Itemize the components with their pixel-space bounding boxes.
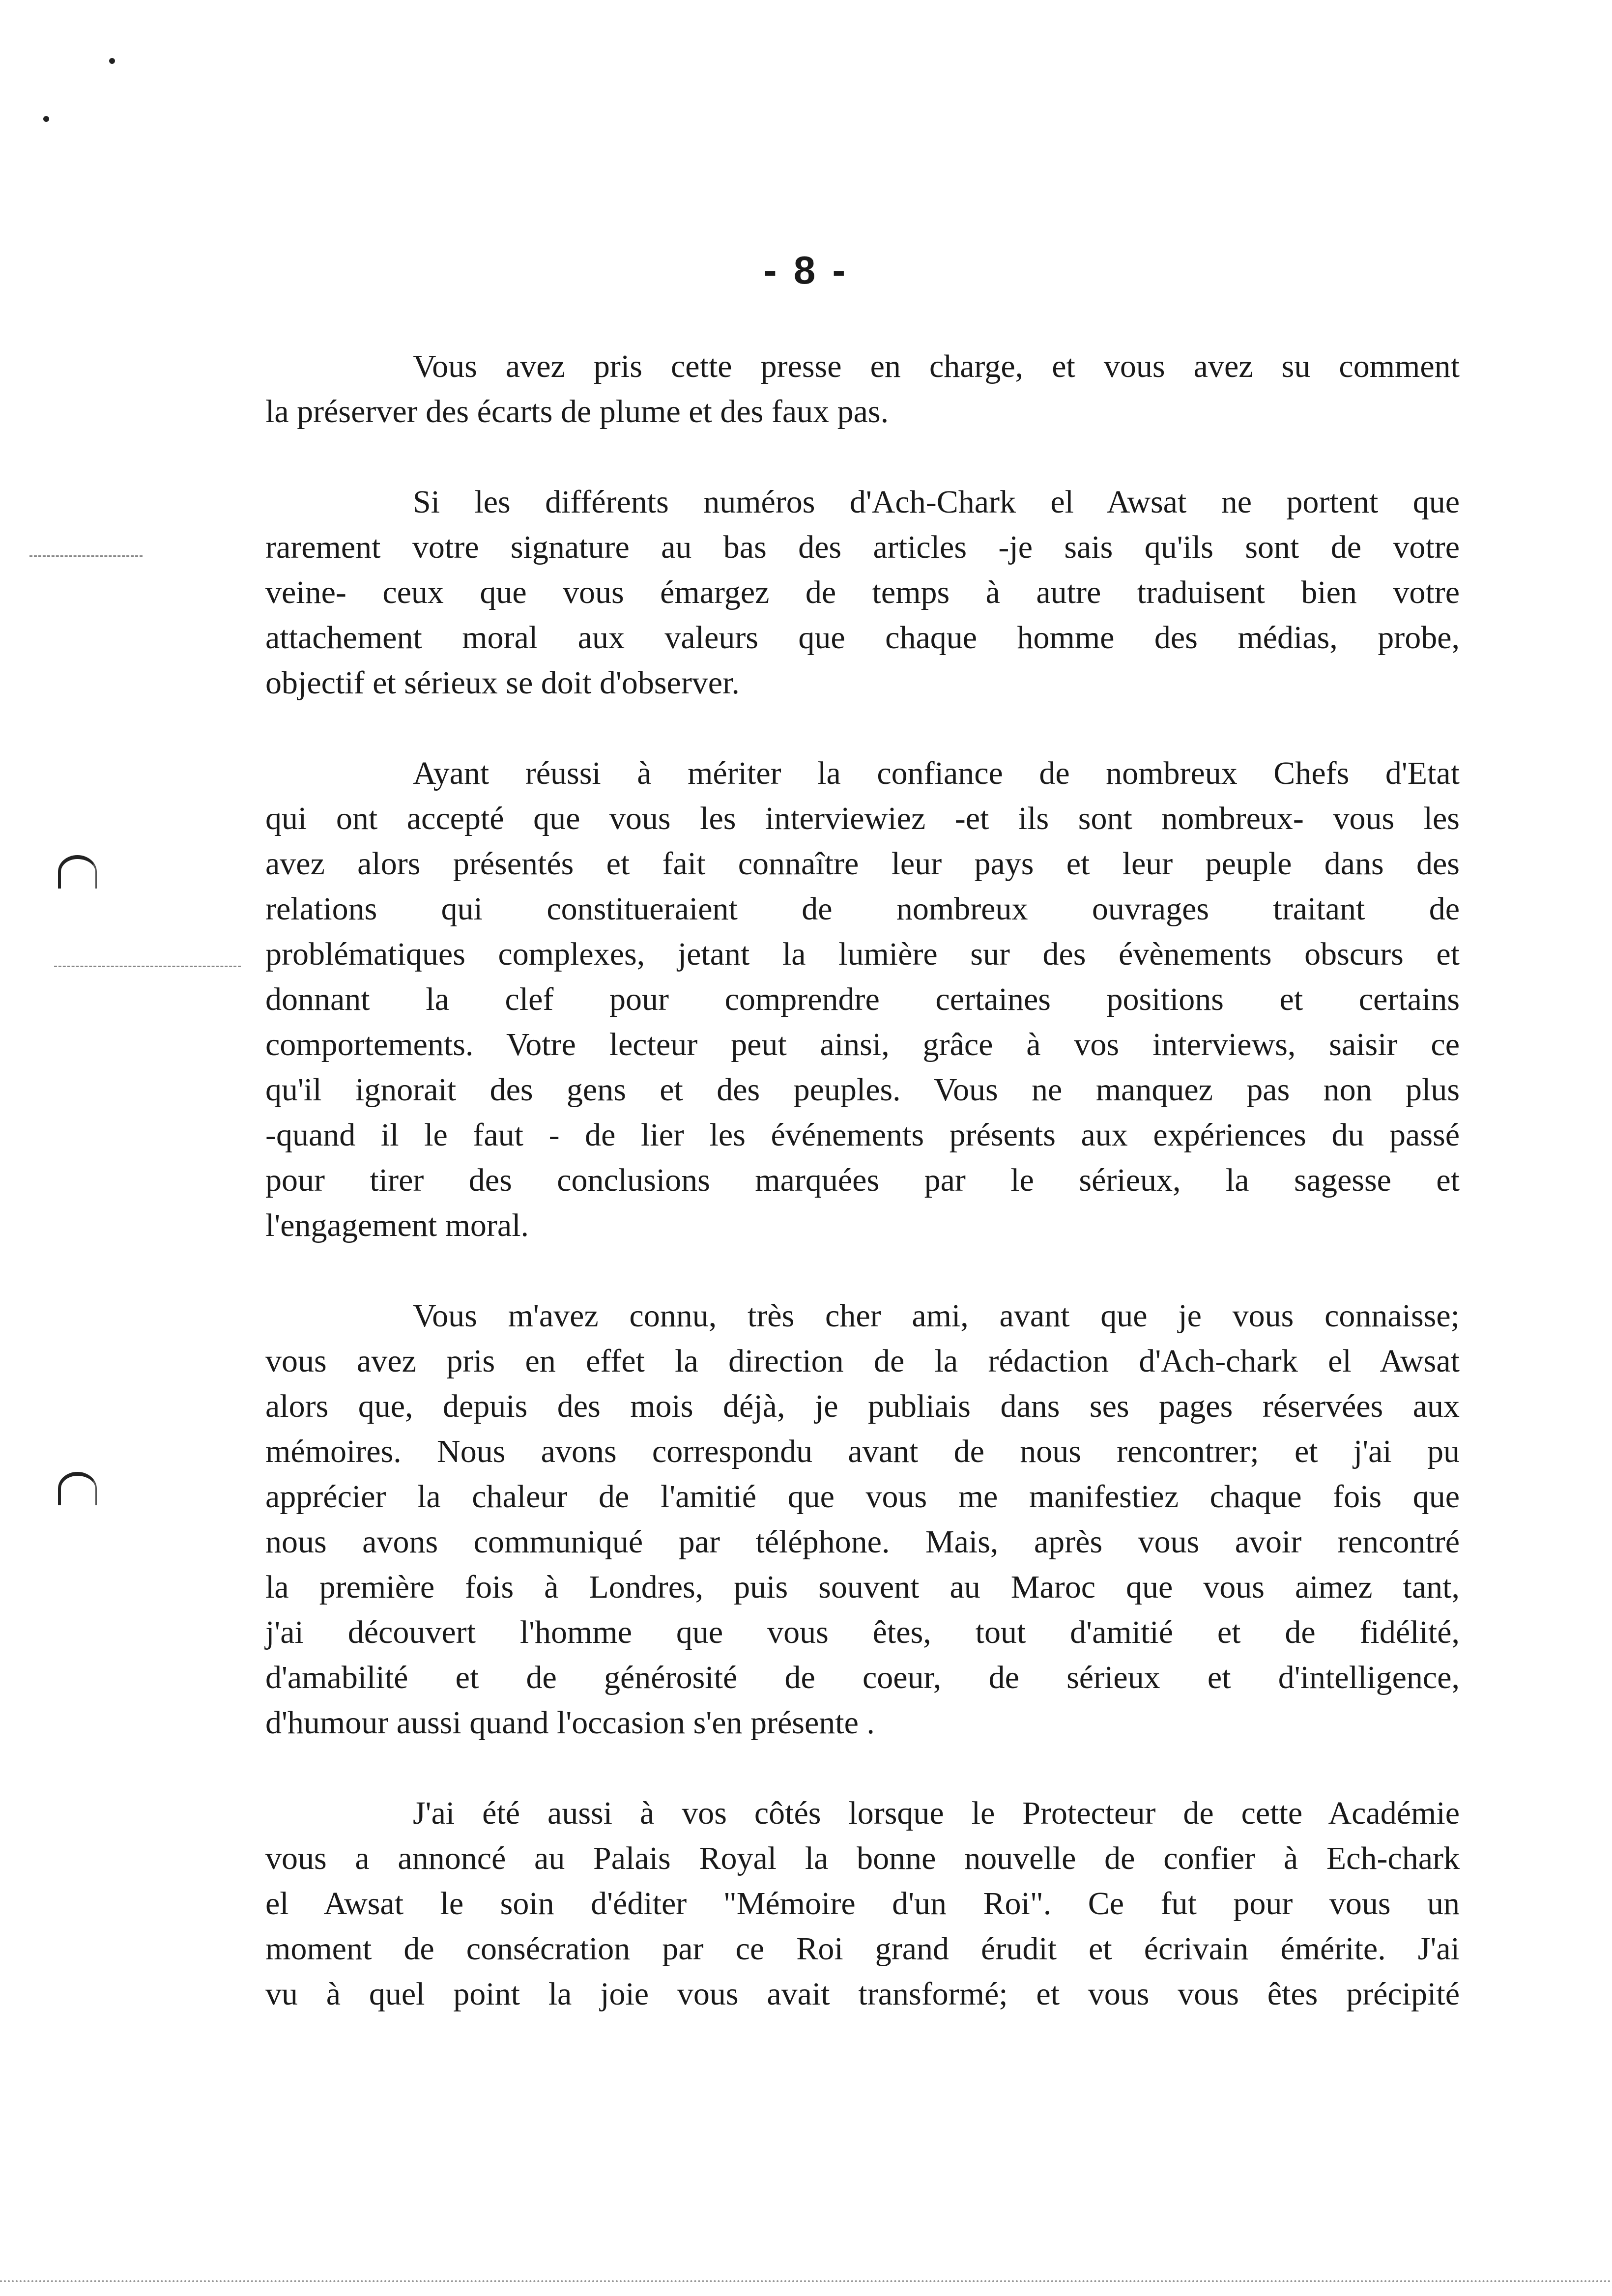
text-line: alors que, depuis des mois déjà, je publiais dans ses pages réservées aux — [265, 1388, 1460, 1424]
text-line: mémoires. Nous avons correspondu avant de nous rencontrer; et j'ai pu — [265, 1434, 1460, 1469]
scan-speck — [43, 116, 49, 122]
text-line: attachement moral aux valeurs que chaque homme des médias, probe, — [265, 620, 1460, 656]
text-line: rarement votre signature au bas des articles -je sais qu'ils sont de votre — [265, 529, 1460, 565]
text-line: problématiques complexes, jetant la lumière sur des évènements obscurs et — [265, 936, 1460, 972]
paragraph — [265, 1791, 1460, 2017]
text-line: d'amabilité et de générosité de coeur, de sérieux et d'intelligence, — [265, 1660, 1460, 1695]
paragraph — [265, 344, 1460, 434]
text-line: nous avons communiqué par téléphone. Mais, après vous avoir rencontré — [265, 1524, 1460, 1560]
text-line: -quand il le faut - de lier les événements présents aux expériences du passé — [265, 1117, 1460, 1153]
text-line: relations qui constitueraient de nombreux ouvrages traitant de — [265, 891, 1460, 927]
text-line: j'ai découvert l'homme que vous êtes, tout d'amitié et de fidélité, — [265, 1614, 1460, 1650]
text-line: J'ai été aussi à vos côtés lorsque le Protecteur de cette Académie — [413, 1795, 1460, 1831]
text-line: vous a annoncé au Palais Royal la bonne nouvelle de confier à Ech-chark — [265, 1840, 1460, 1876]
text-line: pour tirer des conclusions marquées par le sérieux, la sagesse et — [265, 1162, 1460, 1198]
text-line: donnant la clef pour comprendre certaines positions et certains — [265, 981, 1460, 1017]
page-bottom-edge — [0, 2280, 1612, 2282]
scan-dash-line — [54, 966, 241, 967]
body-text — [265, 344, 1460, 2062]
scan-speck — [109, 58, 115, 64]
page-number: - 8 - — [763, 248, 849, 292]
punch-hole-mark — [58, 855, 97, 889]
paragraph — [265, 751, 1460, 1248]
text-line: avez alors présentés et fait connaître leur pays et leur peuple dans des — [265, 846, 1460, 882]
text-line: Ayant réussi à mériter la confiance de nombreux Chefs d'Etat — [413, 755, 1460, 791]
text-line: el Awsat le soin d'éditer "Mémoire d'un Roi". Ce fut pour vous un — [265, 1886, 1460, 1922]
text-line: apprécier la chaleur de l'amitié que vous me manifestiez chaque fois que — [265, 1479, 1460, 1515]
text-line: qui ont accepté que vous les interviewiez -et ils sont nombreux- vous les — [265, 801, 1460, 836]
text-line: objectif et sérieux se doit d'observer. — [265, 665, 740, 701]
text-line: moment de consécration par ce Roi grand érudit et écrivain émérite. J'ai — [265, 1931, 1460, 1967]
text-line: la première fois à Londres, puis souvent au Maroc que vous aimez tant, — [265, 1569, 1460, 1605]
text-line: qu'il ignorait des gens et des peuples. Vous ne manquez pas non plus — [265, 1072, 1460, 1108]
text-line: l'engagement moral. — [265, 1207, 529, 1243]
text-line: Vous avez pris cette presse en charge, et vous avez su comment — [413, 348, 1460, 384]
paragraph — [265, 1293, 1460, 1746]
text-line: comportements. Votre lecteur peut ainsi, grâce à vos interviews, saisir ce — [265, 1027, 1460, 1062]
text-line: d'humour aussi quand l'occasion s'en présente . — [265, 1705, 875, 1741]
text-line: veine- ceux que vous émargez de temps à autre traduisent bien votre — [265, 574, 1460, 610]
text-line: Vous m'avez connu, très cher ami, avant que je vous connaisse; — [413, 1298, 1460, 1334]
paragraph — [265, 480, 1460, 706]
text-line: vu à quel point la joie vous avait transformé; et vous vous êtes précipité — [265, 1976, 1460, 2012]
punch-hole-mark — [58, 1472, 97, 1505]
text-line: Si les différents numéros d'Ach-Chark el Awsat ne portent que — [413, 484, 1460, 520]
text-line: vous avez pris en effet la direction de la rédaction d'Ach-chark el Awsat — [265, 1343, 1460, 1379]
text-line: la préserver des écarts de plume et des faux pas. — [265, 394, 889, 430]
scan-dash-line — [29, 555, 143, 557]
